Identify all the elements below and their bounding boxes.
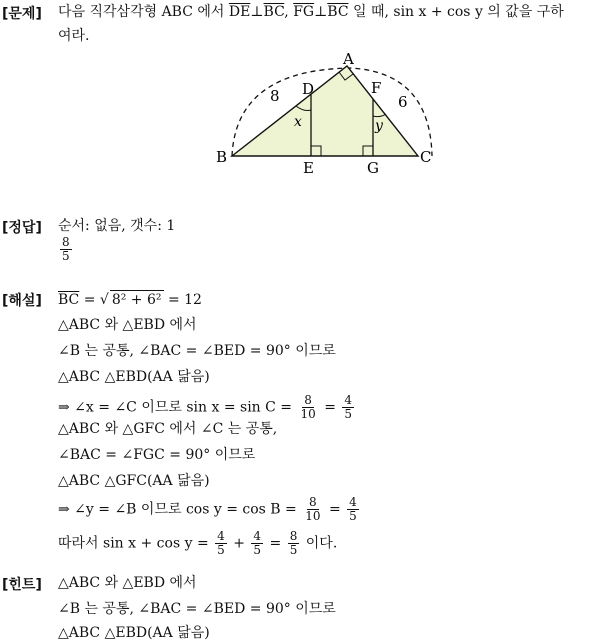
segment-bc: $\overline{BC}$	[327, 4, 349, 20]
answer-text: 순서: 없음, 갯수: 1	[58, 218, 176, 234]
frac-den: 10	[300, 407, 316, 421]
hint-line-1: △ABC 와 △EBD 에서	[58, 575, 197, 591]
frac-num: 4	[253, 529, 262, 543]
segment-bc: $\overline{BC}$	[58, 292, 80, 308]
solution-line-6: △ABC 와 △GFC 에서 ∠C 는 공통,	[58, 421, 278, 437]
solution-line-5	[58, 394, 356, 421]
triangle-figure	[0, 48, 592, 238]
fraction	[298, 394, 317, 421]
radicand: 8² + 6²	[111, 292, 162, 308]
segment-bc: $\overline{BC}$	[263, 4, 285, 20]
answer-frac	[60, 236, 72, 263]
solution-line-7: ∠BAC = ∠FGC = 90° 이므로	[58, 447, 256, 463]
frac-den: 5	[253, 543, 262, 557]
frac-den: 5	[289, 543, 298, 557]
perp-symbol: ⊥	[250, 4, 264, 20]
hint-label: [힌트]	[2, 577, 42, 593]
fraction	[303, 496, 322, 523]
problem-label: [문제]	[2, 6, 42, 22]
problem-text-a: 다음 직각삼각형 ABC 에서	[58, 4, 225, 20]
solution-label: [해설]	[2, 293, 42, 309]
answer-fraction	[58, 236, 74, 263]
frac-num: 8	[304, 393, 312, 407]
triangle-abc	[232, 66, 418, 156]
fraction	[288, 530, 300, 557]
equals: =	[319, 399, 341, 416]
frac-num: 8	[62, 235, 70, 249]
frac-num: 4	[344, 393, 353, 407]
side-ab-label: 8	[270, 87, 280, 105]
solution-line-8: △ABC △GFC(AA 닮음)	[58, 473, 210, 489]
solution-line-4: △ABC △EBD(AA 닮음)	[58, 369, 210, 385]
frac-den: 10	[305, 509, 321, 523]
fraction	[347, 496, 359, 523]
solution-line-2: △ABC 와 △EBD 에서	[58, 317, 197, 333]
fraction	[342, 394, 354, 421]
frac-den: 5	[349, 509, 357, 523]
segment-de: $\overline{DE}$	[228, 4, 251, 20]
side-ac-label: 6	[398, 93, 408, 111]
frac-num: 4	[217, 529, 225, 543]
frac-num: 8	[309, 495, 317, 509]
perp-symbol: ⊥	[314, 4, 328, 20]
equals: =	[265, 535, 286, 552]
result: = 12	[163, 292, 202, 308]
frac-num: 4	[349, 495, 357, 509]
vertex-d: D	[302, 80, 315, 98]
vertex-a: A	[343, 50, 354, 68]
answer-label: [정답]	[2, 220, 42, 236]
fraction	[215, 530, 227, 557]
angle-y-label: y	[375, 118, 383, 134]
vertex-e: E	[303, 159, 314, 177]
frac-num: 8	[289, 529, 298, 543]
equals: =	[79, 292, 100, 308]
vertex-b: B	[216, 148, 228, 166]
problem-line-1	[58, 3, 564, 21]
vertex-g: G	[367, 159, 379, 177]
text: ⇒ ∠y = ∠B 이므로 cos y = cos B =	[58, 501, 302, 518]
solution-line-10	[58, 530, 337, 557]
solution-line-1: $\overline{BC}$ = √ 8² + 6² = 12	[58, 292, 202, 308]
problem-text-b: 일 때, sin x + cos y 의 값을 구하	[352, 4, 564, 20]
solution-line-3: ∠B 는 공통, ∠BAC = ∠BED = 90° 이므로	[58, 343, 336, 359]
frac-den: 5	[344, 407, 353, 421]
problem-line-2: 여라.	[58, 28, 90, 44]
solution-line-9	[58, 496, 361, 523]
text-end: 이다.	[301, 535, 338, 552]
hint-line-2: ∠B 는 공통, ∠BAC = ∠BED = 90° 이므로	[58, 601, 336, 617]
comma: ,	[284, 4, 289, 20]
angle-x-label: x	[294, 114, 302, 130]
text: 따라서 sin x + cos y =	[58, 535, 214, 552]
segment-fg: $\overline{FG}$	[293, 4, 315, 20]
hint-line-3: △ABC △EBD(AA 닮음)	[58, 625, 210, 641]
plus: +	[228, 535, 250, 552]
equals: =	[324, 501, 346, 518]
fraction	[251, 530, 263, 557]
vertex-c: C	[420, 148, 432, 166]
frac-den: 5	[217, 543, 225, 557]
vertex-f: F	[371, 79, 382, 97]
frac-den: 5	[62, 249, 70, 263]
text: ⇒ ∠x = ∠C 이므로 sin x = sin C =	[58, 399, 297, 416]
